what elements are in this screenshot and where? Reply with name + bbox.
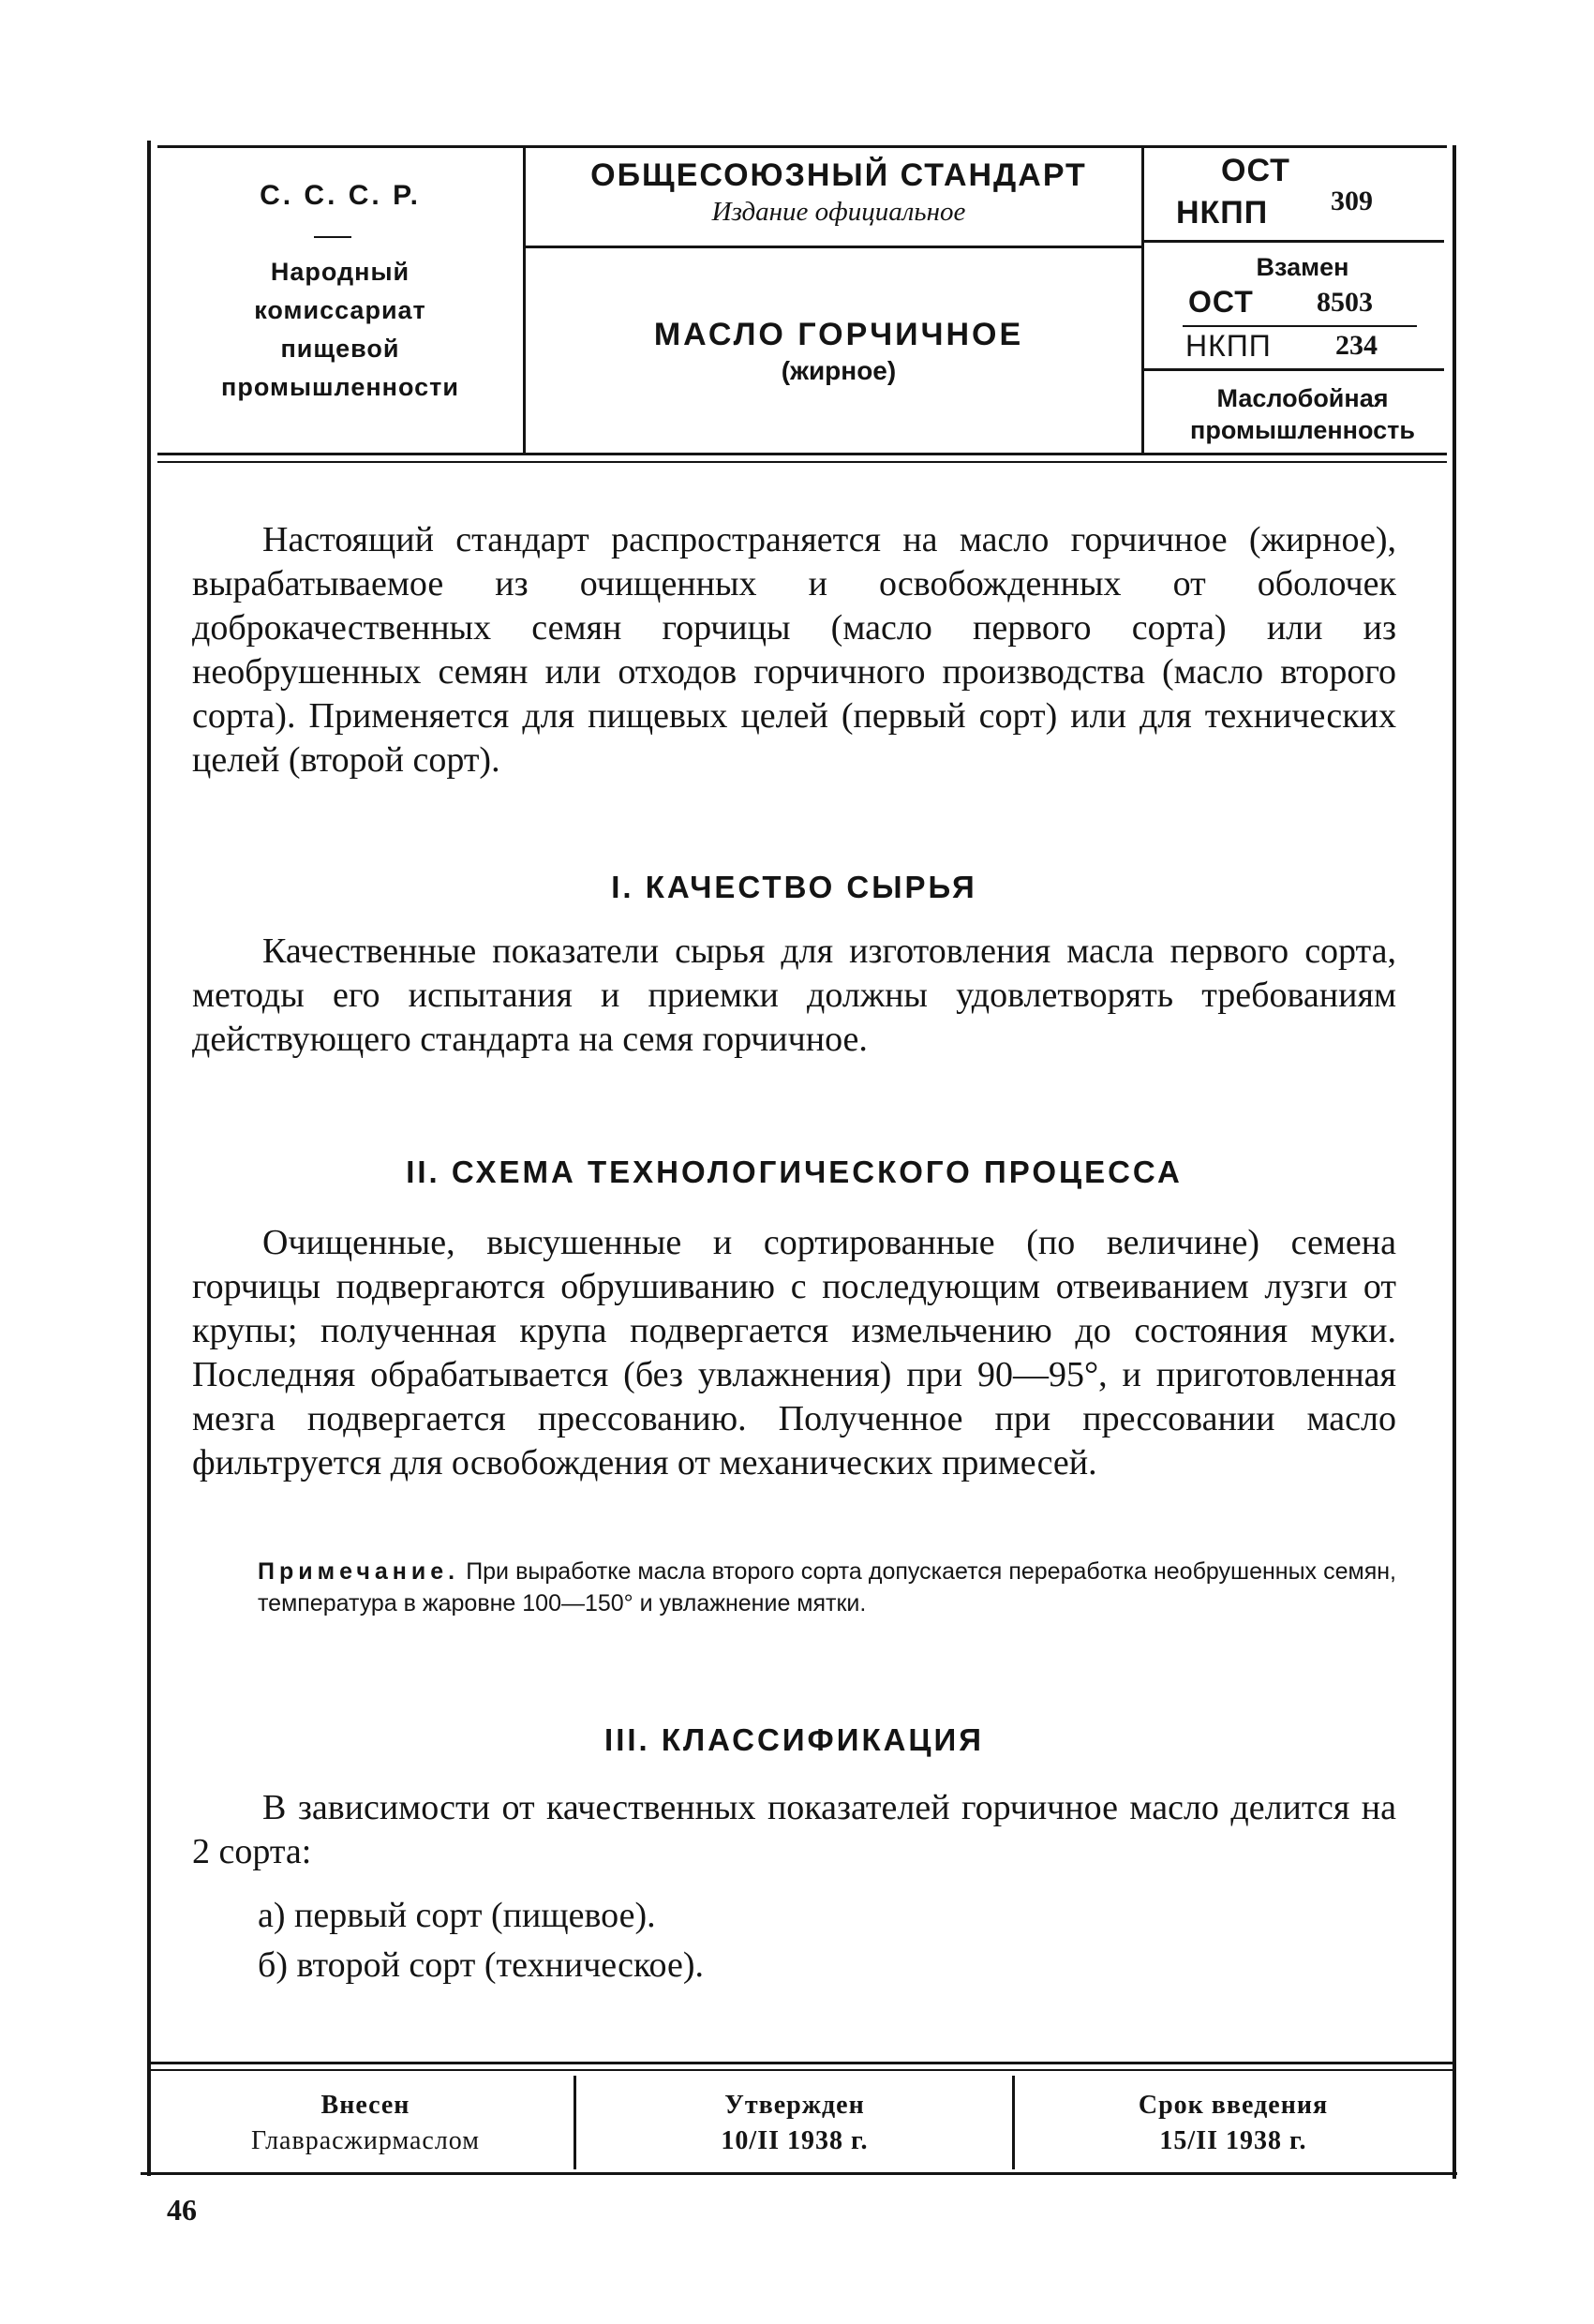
old-ost-number: 8503 [1317, 287, 1373, 318]
commissariat-block [157, 253, 523, 407]
commissariat-line: промышленности [221, 373, 459, 401]
country-divider [314, 236, 351, 238]
header-right-rule-2 [1144, 368, 1444, 371]
page-number: 46 [167, 2193, 197, 2227]
section-heading: II. СХЕМА ТЕХНОЛОГИЧЕСКОГО ПРОЦЕССА [406, 1155, 1183, 1189]
list-item: б) второй сорт (техническое). [258, 1945, 705, 1985]
note-paragraph [258, 1556, 1396, 1619]
header-right-fraction-rule [1183, 325, 1417, 327]
footer-top-rule [150, 2062, 1452, 2064]
note-lead: Примечание. [258, 1558, 460, 1585]
section-heading: III. КЛАССИФИКАЦИЯ [604, 1722, 984, 1757]
section-paragraph: Очищенные, высушенные и сортированные (по величине) семена горчицы подвергаются обрушиванию с последующим отвеиванием лузги от крупы; полученная крупа подвергается измельчению до состояния муки. Последняя обрабатывается (без увлажнения) при 90—95°, и приготовленная мезга подвергается прессованию. Полученное при прессовании масло фильтруется для освобождения от механических примесей. [192, 1223, 1396, 1482]
footer-divider-left [574, 2076, 576, 2169]
header-top-rule [157, 145, 1447, 148]
nkpp-label: НКПП [1176, 195, 1269, 231]
product-title: МАСЛО ГОРЧИЧНОЕ [653, 317, 1024, 352]
introduced-label: Внесен [320, 2091, 410, 2120]
standard-title: ОБЩЕСОЮЗНЫЙ СТАНДАРТ [590, 157, 1087, 193]
industry-line: Маслобойная [1216, 384, 1389, 412]
header-bottom-rule [157, 453, 1447, 455]
replaces-label: Взамен [1256, 253, 1349, 281]
list-item: а) первый сорт (пищевое). [258, 1896, 656, 1935]
commissariat-line: комиссариат [254, 296, 426, 324]
header-right-rule-1 [1144, 240, 1444, 243]
old-nkpp-number: 234 [1335, 330, 1378, 361]
page-frame-left [147, 141, 151, 2176]
section-paragraph: В зависимости от качественных показателей горчичное масло делится на 2 сорта: [192, 1788, 1396, 1871]
effective-date: 15/II 1938 г. [1159, 2126, 1307, 2155]
header-middle-rule [526, 246, 1141, 248]
old-ost-label: ОСТ [1188, 285, 1254, 319]
header-bottom-rule-double [157, 461, 1447, 463]
note-text: При выработке масла второго сорта допускается переработка необрушенных семян, температура в жаровне 100—150° и увлажнение мятки. [258, 1558, 1396, 1616]
introduced-by: Главрасжирмаслом [250, 2126, 480, 2155]
ost-number: 309 [1331, 186, 1373, 216]
footer-bottom-rule [141, 2172, 1457, 2175]
page-frame-right [1452, 145, 1456, 2179]
footer-divider-right [1012, 2076, 1015, 2169]
product-subtitle: (жирное) [781, 356, 897, 385]
introduced-cell [159, 2088, 572, 2159]
old-nkpp-label: НКПП [1185, 329, 1272, 363]
edition-label: Издание официальное [711, 197, 966, 227]
country-label: С. С. С. Р. [260, 180, 421, 211]
commissariat-line: Народный [270, 258, 410, 286]
header-divider-right [1141, 148, 1144, 453]
intro-paragraph: Настоящий стандарт распространяется на масло горчичное (жирное), вырабатываемое из очищенных и освобожденных от оболочек доброкачественных семян горчицы (масло первого сорта) или из необрушенных семян или отходов горчичного производства (масло второго сорта). Применяется для пищевых целей (первый сорт) или для технических целей (второй сорт). [192, 520, 1396, 780]
header-divider-left [523, 148, 526, 453]
industry-block [1153, 382, 1452, 446]
approved-label: Утвержден [724, 2091, 865, 2120]
ost-label: ОСТ [1221, 153, 1290, 188]
effective-label: Срок введения [1138, 2091, 1329, 2120]
effective-cell [1018, 2088, 1449, 2159]
industry-line: промышленность [1190, 416, 1415, 444]
section-heading: I. КАЧЕСТВО СЫРЬЯ [611, 870, 977, 904]
approved-cell [579, 2088, 1010, 2159]
section-paragraph: Качественные показатели сырья для изготовления масла первого сорта, методы его испытания и приемки должны удовлетворять требованиям действующего стандарта на семя горчичное. [192, 931, 1396, 1059]
commissariat-line: пищевой [280, 335, 400, 363]
approved-date: 10/II 1938 г. [721, 2126, 869, 2155]
footer-top-rule-double [150, 2069, 1452, 2071]
